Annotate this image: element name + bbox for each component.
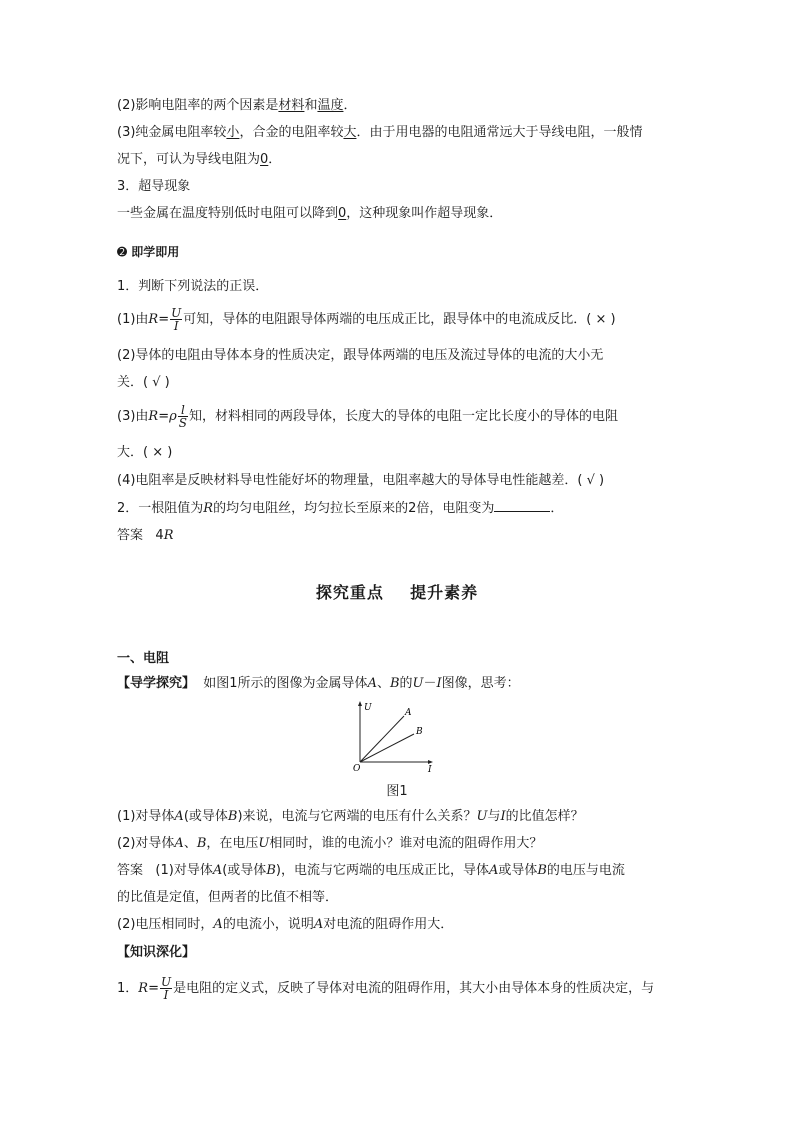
play-circle-icon: ➋ <box>117 245 128 259</box>
line-b <box>360 734 414 762</box>
x-axis-arrow <box>428 760 433 764</box>
question-heading: 1．判断下列说法的正误． <box>117 279 269 294</box>
text-line: (2)影响电阻率的两个因素是材料和温度． <box>117 98 357 113</box>
answer-1: 答案 (1)对导体A(或导体B)，电流与它两端的电压成正比，导体A或导体B的电压与电流 <box>117 863 625 878</box>
answer-underlined: 0 <box>338 206 347 221</box>
judgement-2-cont: 关．( √ ) <box>117 375 170 390</box>
y-axis-arrow <box>358 701 362 706</box>
answer-blank <box>494 499 550 512</box>
question-2b: (2)对导体A、B，在电压U相同时，谁的电流小？谁对电流的阻碍作用大？ <box>117 836 543 851</box>
fraction-l-over-s: $\frac{l}{S}$ <box>178 403 188 430</box>
answer-underlined: 材料 <box>278 98 305 113</box>
guided-inquiry: 【导学探究】 如图1所示的图像为金属导体A、B的U－I图像，思考： <box>117 676 520 691</box>
answer-underlined: 温度 <box>317 98 344 113</box>
text-line: 况下，可认为导线电阻为0． <box>117 152 282 167</box>
knowledge-heading: 【知识深化】 <box>117 945 196 960</box>
figure-caption: 图1 <box>386 784 408 799</box>
answer-underlined: 小 <box>226 125 240 140</box>
judgement-4: (4)电阻率是反映材料导电性能好坏的物理量，电阻率越大的导体导电性能越差．( √ ) <box>117 473 605 488</box>
y-axis-label: U <box>364 703 372 713</box>
section-heading: 3．超导现象 <box>117 179 191 194</box>
answer-line: 答案 4R <box>117 528 174 543</box>
line-a <box>360 716 404 762</box>
question-2: 2．一根阻值为R的均匀电阻丝，均匀拉长至原来的2倍，电阻变为 ． <box>117 501 564 516</box>
judgement-1: (1)由R= $\frac{U}{I}$ 可知，导体的电阻跟导体两端的电压成正比，跟导体中的电流成反比．( × ) <box>117 306 616 333</box>
question-1: (1)对导体A(或导体B)来说，电流与它两端的电压有什么关系？U与I的比值怎样？ <box>117 809 584 824</box>
answer-1-cont: 的比值是定值，但两者的比值不相等． <box>117 890 339 905</box>
answer-underlined: 大 <box>343 125 357 140</box>
origin-label: O <box>353 764 361 774</box>
answer-2: (2)电压相同时，A的电流小，说明A对电流的阻碍作用大． <box>117 917 454 932</box>
judgement-3-cont: 大．( × ) <box>117 445 173 460</box>
judgement-3: (3)由R=ρ $\frac{l}{S}$ 知，材料相同的两段导体，长度大的导体的电阻一定比长度小的导体的电阻 <box>117 403 619 430</box>
fraction-u-over-i: $\frac{U}{I}$ <box>171 306 182 333</box>
definition-line: 1．R= $\frac{U}{I}$ 是电阻的定义式，反映了导体对电流的阻碍作用，其大小由导体本身的性质决定，与 <box>117 975 655 1002</box>
text-line: 一些金属在温度特别低时电阻可以降到0，这种现象叫作超导现象． <box>117 206 503 221</box>
fraction-u-over-i: $\frac{U}{I}$ <box>160 975 172 1002</box>
answer-underlined: 0 <box>260 152 269 167</box>
text-line: (3)纯金属电阻率较小，合金的电阻率较大．由于用电器的电阻通常远大于导线电阻，一般情 <box>117 125 643 140</box>
judgement-2: (2)导体的电阻由导体本身的性质决定，跟导体两端的电压及流过导体的电流的大小无 <box>117 348 604 363</box>
ui-graph <box>350 700 440 776</box>
line-b-label: B <box>416 727 423 737</box>
x-axis-label: I <box>428 765 432 775</box>
practice-heading: ➋ 即学即用 <box>117 245 180 259</box>
section-title: 探究重点 提升素养 <box>315 583 479 602</box>
line-a-label: A <box>405 708 412 718</box>
subsection-heading: 一、电阻 <box>117 651 170 666</box>
